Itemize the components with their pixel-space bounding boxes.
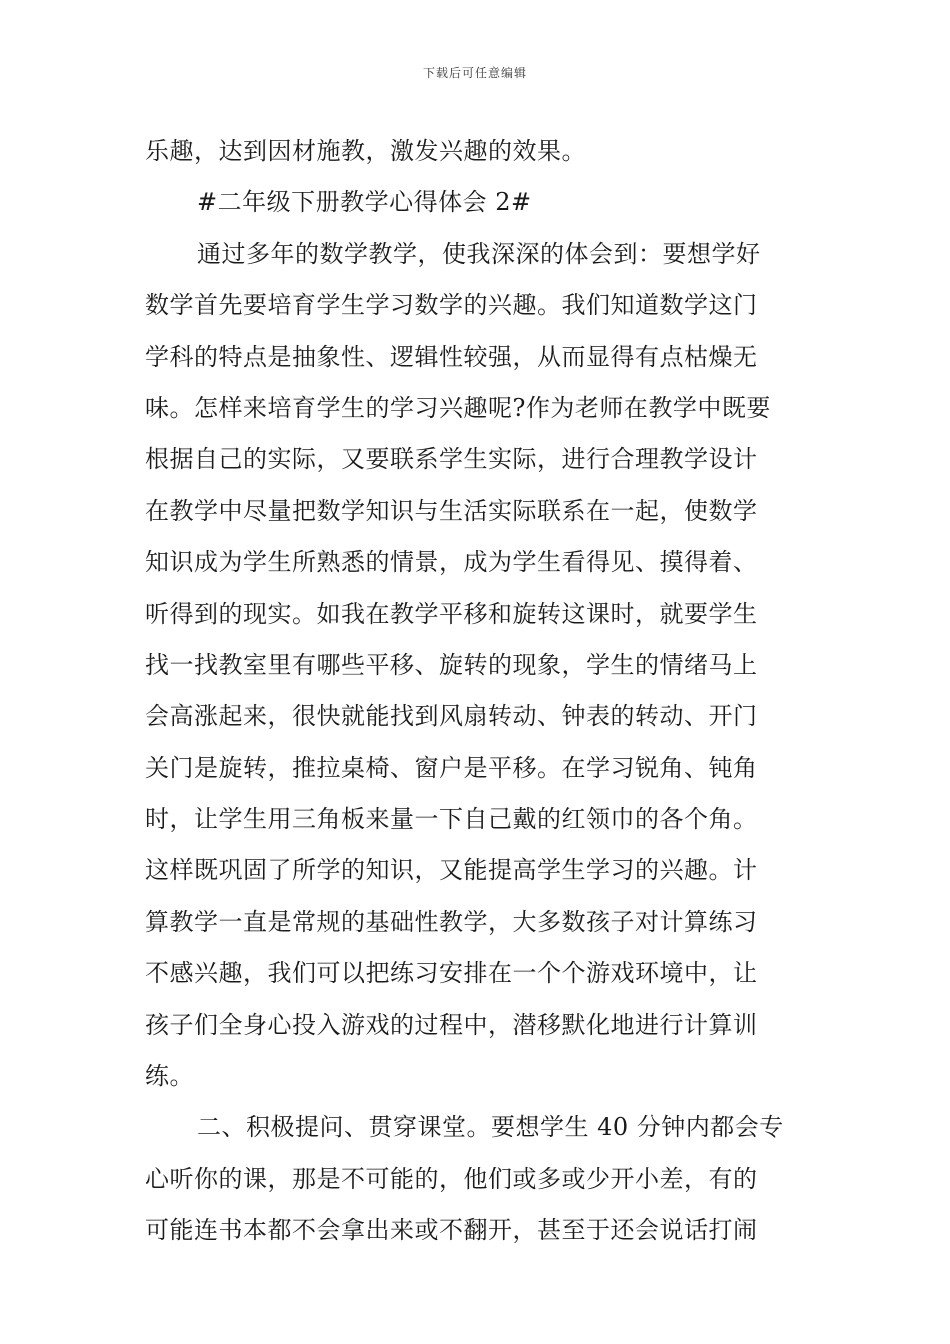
text-line: 这样既巩固了所学的知识，又能提高学生学习的兴趣。计	[145, 856, 758, 885]
text-line: 关门是旋转，推拉桌椅、窗户是平移。在学习锐角、钝角	[145, 753, 758, 782]
text-line: 不感兴趣，我们可以把练习安排在一个个游戏环境中，让	[145, 959, 758, 988]
text-line: 学科的特点是抽象性、逻辑性较强，从而显得有点枯燥无	[145, 342, 758, 371]
text-line: 算教学一直是常规的基础性教学，大多数孩子对计算练习	[145, 907, 758, 936]
text-line: 找一找教室里有哪些平移、旋转的现象，学生的情绪马上	[145, 650, 758, 679]
text-line: 通过多年的数学教学，使我深深的体会到：要想学好	[197, 239, 761, 268]
text-line: 二、积极提问、贯穿课堂。要想学生 40 分钟内都会专	[197, 1113, 784, 1142]
text-line: 味。怎样来培育学生的学习兴趣呢?作为老师在教学中既要	[145, 393, 771, 422]
text-line: 知识成为学生所熟悉的情景，成为学生看得见、摸得着、	[145, 548, 758, 577]
text-line: 听得到的现实。如我在教学平移和旋转这课时，就要学生	[145, 599, 758, 628]
document-body	[145, 126, 807, 1257]
text-line: 心听你的课，那是不可能的，他们或多或少开小差，有的	[145, 1164, 758, 1193]
text-line: 根据自己的实际，又要联系学生实际，进行合理教学设计	[145, 445, 758, 474]
text-line: 会高涨起来，很快就能找到风扇转动、钟表的转动、开门	[145, 702, 758, 731]
text-line: 乐趣，达到因材施教，激发兴趣的效果。	[145, 137, 586, 165]
text-line: 孩子们全身心投入游戏的过程中，潜移默化地进行计算训	[145, 1010, 758, 1039]
text-line: 时，让学生用三角板来量一下自己戴的红领巾的各个角。	[145, 805, 758, 834]
text-line: 练。	[145, 1062, 194, 1091]
text-line: 可能连书本都不会拿出来或不翻开，甚至于还会说话打闹	[145, 1216, 758, 1245]
text-line: 在教学中尽量把数学知识与生活实际联系在一起，使数学	[145, 496, 758, 525]
header-note: 下载后可任意编辑	[422, 66, 527, 80]
text-line: 数学首先要培育学生学习数学的兴趣。我们知道数学这门	[145, 291, 758, 320]
text-line: #二年级下册教学心得体会 2#	[197, 188, 532, 217]
